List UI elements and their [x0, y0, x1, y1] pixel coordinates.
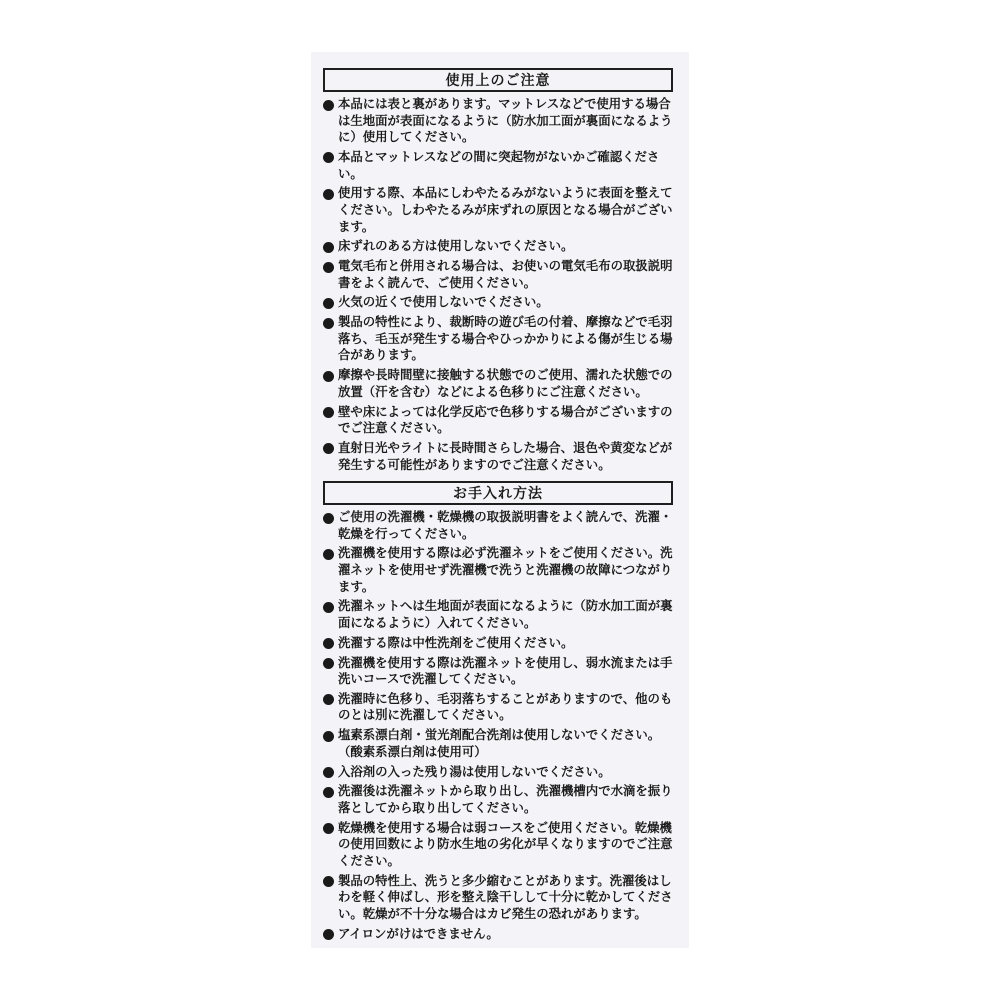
list-item: 使用する際、本品にしわやたるみがないように表面を整えてください。しわやたるみが床ずれの原因となる場合がございます。 — [323, 185, 677, 235]
list-item: 入浴剤の入った残り湯は使用しないでください。 — [323, 764, 677, 781]
list-item: 床ずれのある方は使用しないでください。 — [323, 238, 677, 255]
bullet-dot-icon — [323, 638, 334, 649]
bullet-dot-icon — [323, 787, 334, 798]
bullet-dot-icon — [323, 602, 334, 613]
bullet-dot-icon — [323, 513, 334, 524]
list-item: 本品には表と裏があります。マットレスなどで使用する場合は生地面が表面になるように（防水加工面が裏面になるように）使用してください。 — [323, 96, 677, 146]
care-instructions-list — [323, 509, 677, 946]
bullet-dot-icon — [323, 731, 334, 742]
list-item: 火気の近くで使用しないでください。 — [323, 294, 677, 311]
list-item: 洗濯機を使用する際は洗濯ネットを使用し、弱水流または手洗いコースで洗濯してください。 — [323, 655, 677, 688]
section-title-text: お手入れ方法 — [453, 486, 543, 502]
section-title-care-instructions — [323, 481, 673, 505]
section-title-usage-precautions — [323, 68, 673, 92]
list-item: 洗濯ネットへは生地面が表面になるように（防水加工面が裏面になるように）入れてください。 — [323, 598, 677, 631]
list-item: 本品とマットレスなどの間に突起物がないかご確認ください。 — [323, 149, 677, 182]
bullet-dot-icon — [323, 767, 334, 778]
bullet-dot-icon — [323, 262, 334, 273]
bullet-dot-icon — [323, 823, 334, 834]
bullet-dot-icon — [323, 152, 334, 163]
list-item: 洗濯後は洗濯ネットから取り出し、洗濯機槽内で水滴を振り落としてから取り出してください。 — [323, 783, 677, 816]
bullet-dot-icon — [323, 929, 334, 940]
bullet-dot-icon — [323, 443, 334, 454]
list-item: 洗濯機を使用する際は必ず洗濯ネットをご使用ください。洗濯ネットを使用せず洗濯機で洗うと洗濯機の故障につながります。 — [323, 545, 677, 595]
list-item: 電気毛布と併用される場合は、お使いの電気毛布の取扱説明書をよく読んで、ご使用ください。 — [323, 258, 677, 291]
bullet-dot-icon — [323, 318, 334, 329]
list-item: 塩素系漂白剤・蛍光剤配合洗剤は使用しないでください。（酸素系漂白剤は使用可） — [323, 727, 677, 760]
list-item: 乾燥機を使用する場合は弱コースをご使用ください。乾燥機の使用回数により防水生地の劣化が早くなりますのでご注意ください。 — [323, 820, 677, 870]
list-item: 製品の特性上、洗うと多少縮むことがあります。洗濯後はしわを軽く伸ばし、形を整え陰干しして十分に乾かしてください。乾燥が不十分な場合はカビ発生の恐れがあります。 — [323, 873, 677, 923]
bullet-dot-icon — [323, 242, 334, 253]
list-item: アイロンがけはできません。 — [323, 926, 677, 943]
care-label — [311, 52, 689, 948]
list-item: 洗濯する際は中性洗剤をご使用ください。 — [323, 635, 677, 652]
list-item: ご使用の洗濯機・乾燥機の取扱説明書をよく読んで、洗濯・乾燥を行ってください。 — [323, 509, 677, 542]
bullet-dot-icon — [323, 100, 334, 111]
bullet-dot-icon — [323, 189, 334, 200]
list-item: 壁や床によっては化学反応で色移りする場合がございますのでご注意ください。 — [323, 404, 677, 437]
list-item: 製品の特性により、裁断時の遊び毛の付着、摩擦などで毛羽落ち、毛玉が発生する場合やひっかかりによる傷が生じる場合があります。 — [323, 314, 677, 364]
bullet-dot-icon — [323, 549, 334, 560]
usage-precautions-list — [323, 96, 677, 476]
bullet-dot-icon — [323, 407, 334, 418]
bullet-dot-icon — [323, 658, 334, 669]
bullet-dot-icon — [323, 371, 334, 382]
bullet-dot-icon — [323, 298, 334, 309]
bullet-dot-icon — [323, 876, 334, 887]
bullet-dot-icon — [323, 694, 334, 705]
list-item: 直射日光やライトに長時間さらした場合、退色や黄変などが発生する可能性がありますのでご注意ください。 — [323, 440, 677, 473]
section-title-text: 使用上のご注意 — [445, 73, 551, 89]
list-item: 洗濯時に色移り、毛羽落ちすることがありますので、他のものとは別に洗濯してください。 — [323, 691, 677, 724]
list-item: 摩擦や長時間壁に接触する状態でのご使用、濡れた状態での放置（汗を含む）などによる色移りにご注意ください。 — [323, 367, 677, 400]
